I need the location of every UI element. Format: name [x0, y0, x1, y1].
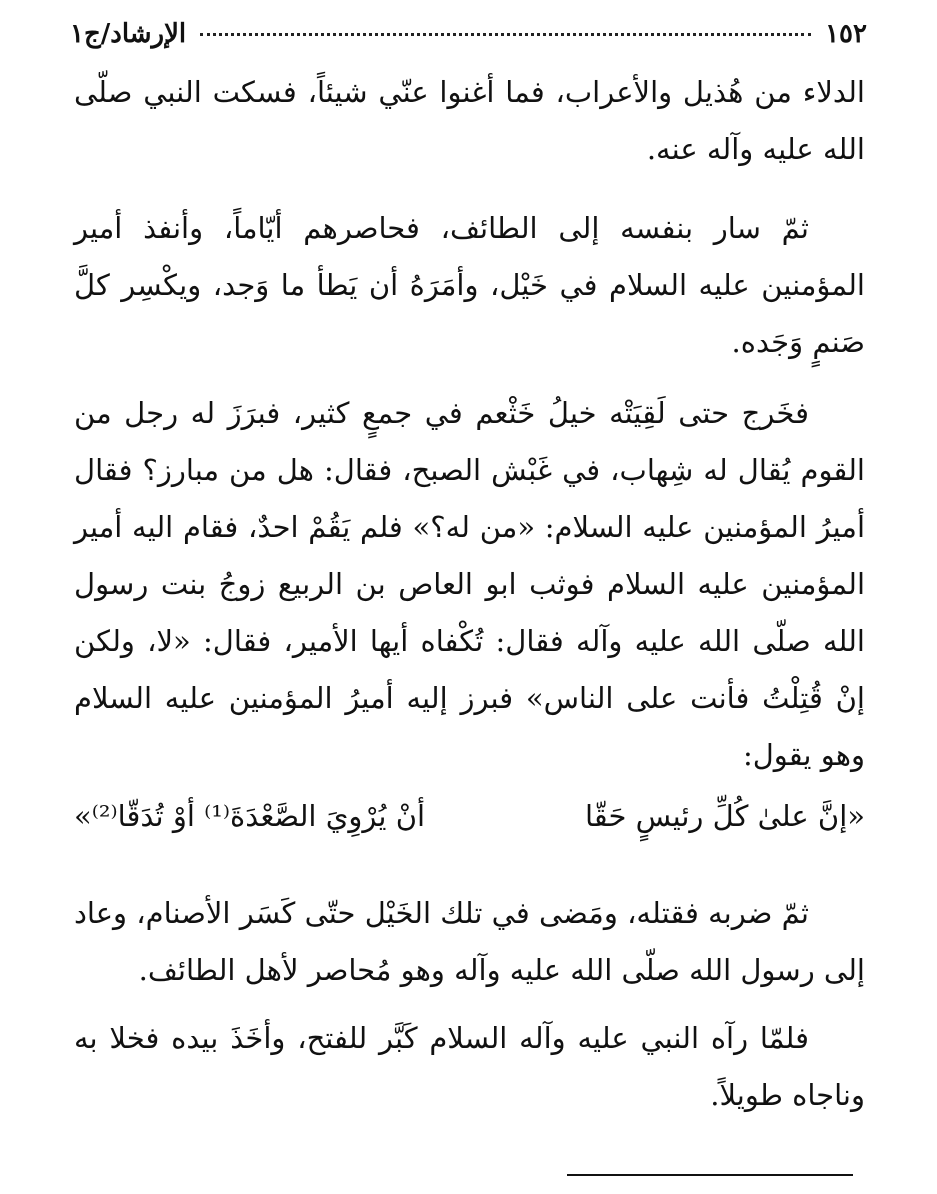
- paragraph-1: الدلاء من هُذيل والأعراب، فما أغنوا عنّي شيئاً، فسكت النبي صلّى الله عليه وآله عنه.: [74, 75, 865, 166]
- footnote-separator: [567, 1174, 853, 1176]
- running-head: [70, 14, 867, 54]
- verse-hemistich-1: «إنَّ علىٰ كُلِّ رئيسٍ حَقّا: [584, 799, 865, 833]
- paragraph-5: فلمّا رآه النبي عليه وآله السلام كَبَّر للفتح، وأخَذَ بيده فخلا به وناجاه طويلاً.: [74, 1021, 865, 1112]
- verse-hemistich-2: أنْ يُرْوِيَ الصَّعْدَةَ⁽¹⁾ أوْ تُدَقّا⁽²⁾»: [74, 799, 426, 833]
- poem-verse: [74, 790, 865, 842]
- paragraph-4: ثمّ ضربه فقتله، ومَضى في تلك الخَيْل حتّى كَسَر الأصنام، وعاد إلى رسول الله صلّى الله عليه وآله وهو مُحاصر لأهل الطائف.: [74, 896, 865, 987]
- leader-dots: [200, 33, 811, 36]
- paragraph-2: ثمّ سار بنفسه إلى الطائف، فحاصرهم أيّاماً، وأنفذ أمير المؤمنين عليه السلام في خَيْل، وأمَرَهُ أن يَطأ ما وَجد، ويكْسِر كلَّ صَنمٍ وَجَده.: [74, 211, 865, 359]
- running-title: الإرشاد/ج١: [70, 19, 187, 49]
- page-number: ١٥٢: [825, 19, 867, 49]
- paragraph-3: فخَرج حتى لَقِيَتْه خيلُ خَثْعم في جمعٍ كثير، فبرَزَ له رجل من القوم يُقال له شِهاب، في غَبْش الصبح، فقال: هل من مبارز؟ فقال أميرُ المؤمنين عليه السلام: «من له؟» فلم يَقُمْ احدٌ، فقام اليه أمير المؤمنين عليه السلام فوثب ابو العاص بن الربيع زوجُ بنت رسول الله صلّى الله عليه وآله فقال: تُكْفاه أيها الأمير، فقال: «لا، ولكن إنْ قُتِلْتُ فأنت على الناس» فبرز إليه أميرُ المؤمنين عليه السلام وهو يقول:: [74, 396, 865, 772]
